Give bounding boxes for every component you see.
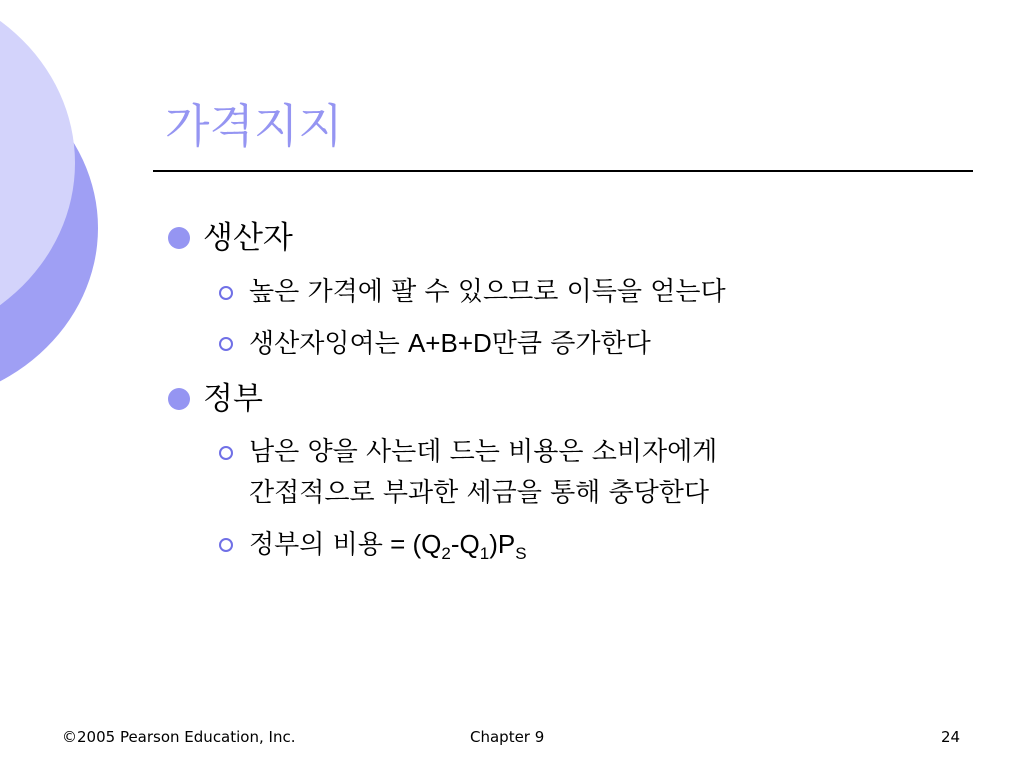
producer-surplus-areas: A+B+D	[407, 328, 492, 358]
formula-subscript-2: 2	[441, 544, 451, 563]
sub-bullet-ring-icon	[219, 337, 233, 351]
footer-page-number: 24	[941, 728, 961, 746]
bullet-label-government: 정부	[203, 381, 263, 417]
footer-copyright: ©2005 Pearson Education, Inc.	[62, 728, 296, 746]
bullet-dot-icon	[168, 227, 190, 249]
sub-bullet-ring-icon	[219, 286, 233, 300]
bullet-dot-icon	[168, 388, 190, 410]
slide-title: 가격지지	[165, 99, 343, 153]
bullet-label-producer: 생산자	[203, 220, 293, 256]
formula-prefix: = (Q	[382, 529, 442, 559]
title-divider	[153, 170, 973, 172]
footer-chapter: Chapter 9	[470, 728, 545, 746]
formula-subscript-s: S	[515, 544, 527, 563]
sub-bullet-ring-icon	[219, 446, 233, 460]
subitem-government-cost-line1: 남은 양을 사는데 드는 비용은 소비자에게	[249, 437, 718, 467]
formula-close: )P	[489, 529, 516, 559]
subitem-producer-gain: 높은 가격에 팔 수 있으므로 이득을 얻는다	[249, 277, 726, 307]
subitem-government-cost-formula	[249, 527, 527, 562]
subitem-producer-surplus	[249, 326, 651, 361]
producer-surplus-text: 생산자잉여는	[249, 329, 408, 359]
subitem-government-cost-line2: 간접적으로 부과한 세금을 통해 충당한다	[249, 478, 710, 508]
government-cost-label: 정부의 비용	[249, 530, 383, 560]
formula-subscript-1: 1	[479, 544, 490, 563]
sub-bullet-ring-icon	[219, 538, 233, 552]
producer-surplus-text-end: 만큼 증가한다	[491, 329, 651, 359]
formula-mid: -Q	[450, 529, 480, 559]
